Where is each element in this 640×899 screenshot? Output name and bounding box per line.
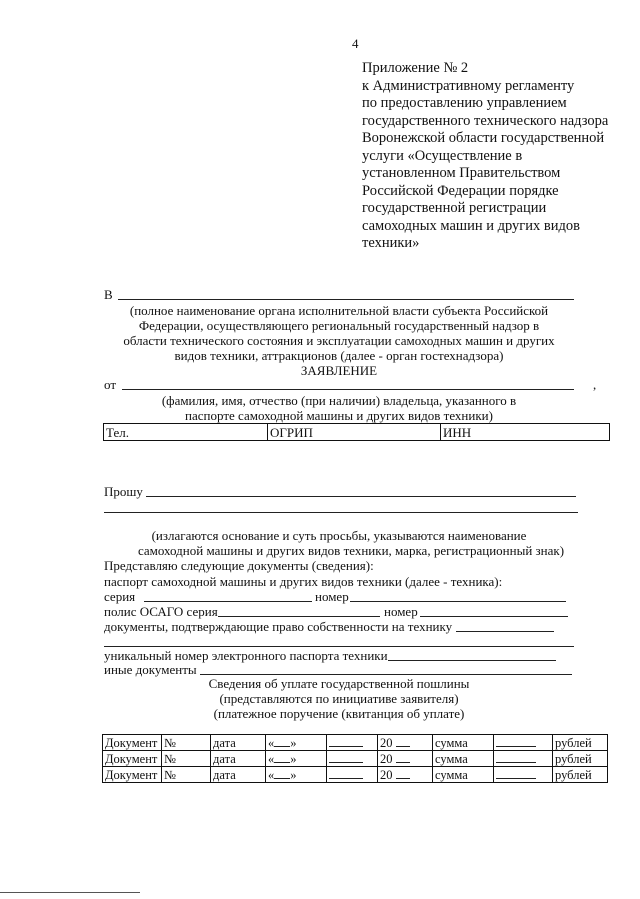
page-number: 4 <box>352 36 359 51</box>
documents-intro: Представляю следующие документы (сведения): <box>104 558 374 573</box>
other-documents-field[interactable] <box>200 674 572 675</box>
tel-label: Тел. <box>106 425 129 440</box>
hint-line: самоходной машины и других видов техники, марка, регистрационный знак) <box>137 543 565 558</box>
sum-value-cell[interactable] <box>494 767 553 783</box>
from-hint <box>104 393 574 423</box>
num-cell: № <box>162 767 211 783</box>
sum-label-cell: сумма <box>433 751 494 767</box>
footnote-separator <box>0 892 140 893</box>
appendix-line: услуги «Осуществление в <box>362 147 523 164</box>
other-documents-label: иные документы <box>104 662 197 677</box>
month-cell[interactable] <box>327 751 378 767</box>
table-row <box>103 751 608 767</box>
doc-cell: Документ <box>103 767 162 783</box>
osago-number-label: номер <box>384 604 418 619</box>
ownership-label: документы, подтверждающие право собственности на технику <box>104 619 453 634</box>
contact-table <box>103 423 610 441</box>
appendix-line: по предоставлению управлением <box>362 95 567 111</box>
ownership-field-line-1[interactable] <box>456 631 554 632</box>
appendix-line: Воронежской области государственной <box>362 130 605 146</box>
ownership-field-line-2[interactable] <box>104 646 574 647</box>
appendix-block <box>362 60 608 253</box>
request-field-line-2[interactable] <box>104 512 578 513</box>
appendix-line: к Административному регламенту <box>362 77 575 94</box>
fee-line: (представляются по инициативе заявителя) <box>219 691 459 706</box>
from-prefix: от <box>104 377 117 392</box>
currency-cell: рублей <box>553 735 608 751</box>
osago-number-field[interactable] <box>420 616 568 617</box>
table-row <box>103 767 608 783</box>
from-suffix: , <box>593 377 597 392</box>
osago-label: полис ОСАГО серия <box>104 604 218 619</box>
fee-block <box>104 676 574 721</box>
hint-line: области технического состояния и эксплуатации самоходных машин и других <box>123 333 555 348</box>
appendix-line: Приложение № 2 <box>362 60 469 76</box>
to-authority-field[interactable] <box>118 299 574 300</box>
electronic-passport-label: уникальный номер электронного паспорта техники <box>104 648 388 663</box>
to-prefix: В <box>104 287 113 302</box>
sum-value-cell[interactable] <box>494 735 553 751</box>
doc-cell: Документ <box>103 751 162 767</box>
year-cell[interactable]: 20 <box>378 767 433 783</box>
osago-series-field[interactable] <box>218 616 380 617</box>
currency-cell: рублей <box>553 751 608 767</box>
request-hint <box>104 528 574 558</box>
currency-cell: рублей <box>553 767 608 783</box>
fee-line: Сведения об уплате государственной пошлины <box>208 676 470 691</box>
request-prefix: Прошу <box>104 484 143 499</box>
hint-line: паспорте самоходной машины и других видов техники) <box>185 408 493 423</box>
hint-line: видов техники, аттракционов (далее - орган гостехнадзора) <box>174 348 504 363</box>
date-cell: дата <box>211 751 266 767</box>
appendix-line: Российской Федерации порядке <box>362 182 559 199</box>
num-cell: № <box>162 735 211 751</box>
to-hint <box>104 303 574 363</box>
number-label: номер <box>315 589 349 604</box>
sum-label-cell: сумма <box>433 735 494 751</box>
ogrip-label: ОГРИП <box>270 425 313 440</box>
table-row <box>103 735 608 751</box>
request-field-line-1[interactable] <box>146 496 576 497</box>
appendix-line: установленном Правительством <box>362 165 561 181</box>
number-field[interactable] <box>350 601 566 602</box>
hint-line: (фамилия, имя, отчество (при наличии) владельца, указанного в <box>161 393 517 408</box>
document-title: ЗАЯВЛЕНИЕ <box>300 363 378 378</box>
day-cell[interactable]: « » <box>266 767 327 783</box>
year-cell[interactable]: 20 <box>378 751 433 767</box>
date-cell: дата <box>211 767 266 783</box>
series-label: серия <box>104 589 136 604</box>
appendix-line: самоходных машин и других видов <box>362 217 580 234</box>
appendix-line: техники» <box>362 235 420 251</box>
date-cell: дата <box>211 735 266 751</box>
day-cell[interactable]: « » <box>266 751 327 767</box>
doc-cell: Документ <box>103 735 162 751</box>
hint-line: Федерации, осуществляющего региональный государственный надзор в <box>138 318 540 333</box>
num-cell: № <box>162 751 211 767</box>
sum-value-cell[interactable] <box>494 751 553 767</box>
from-applicant-field[interactable] <box>122 389 574 390</box>
month-cell[interactable] <box>327 767 378 783</box>
day-cell[interactable]: « » <box>266 735 327 751</box>
appendix-line: государственного технического надзора <box>362 112 609 129</box>
appendix-line: государственной регистрации <box>362 200 547 216</box>
fee-table <box>102 734 608 783</box>
passport-label: паспорт самоходной машины и других видов техники (далее - техника): <box>104 574 503 589</box>
inn-label: ИНН <box>443 425 472 440</box>
year-cell[interactable]: 20 <box>378 735 433 751</box>
series-field[interactable] <box>144 601 312 602</box>
month-cell[interactable] <box>327 735 378 751</box>
sum-label-cell: сумма <box>433 767 494 783</box>
fee-line: (платежное поручение (квитанция об уплате) <box>213 706 465 721</box>
electronic-passport-field[interactable] <box>388 660 556 661</box>
hint-line: (полное наименование органа исполнительной власти субъекта Российской <box>129 303 549 318</box>
hint-line: (излагаются основание и суть просьбы, указываются наименование <box>151 528 527 543</box>
